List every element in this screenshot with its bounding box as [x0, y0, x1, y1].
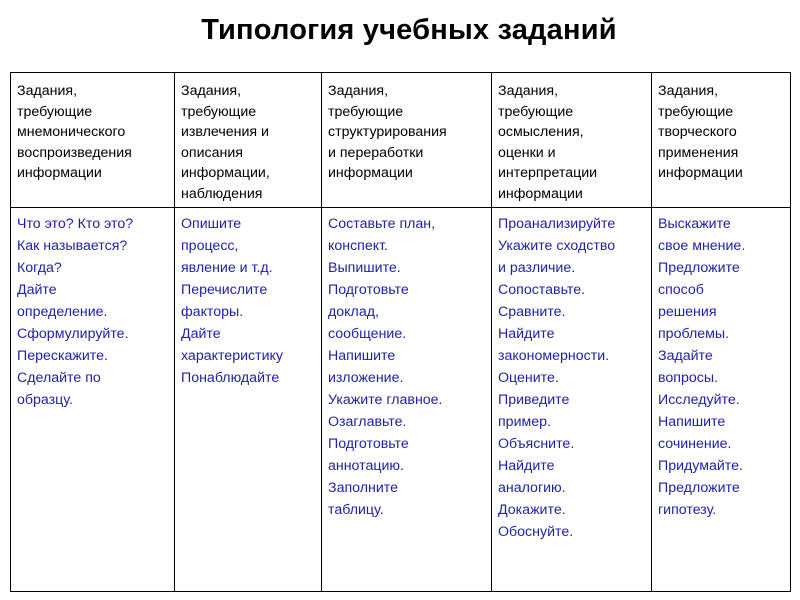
- column-tasks-comprehension: [492, 208, 652, 592]
- task-text-line: Сделайте по: [17, 370, 101, 386]
- header-text-line: творческого: [658, 124, 737, 140]
- task-text-line: Напишите: [328, 348, 396, 364]
- task-text-line: Проанализируйте: [498, 216, 616, 232]
- task-text-line: Выпишите.: [328, 260, 401, 276]
- header-text-line: требующие: [498, 103, 574, 120]
- task-text-line: Найдите: [498, 458, 555, 474]
- header-text-line: Задания,: [498, 83, 559, 99]
- column-tasks-creative: [652, 208, 791, 592]
- task-text-line: определение.: [17, 304, 108, 320]
- task-text-line: Заполните: [328, 480, 398, 496]
- header-text-line: информации: [17, 165, 102, 181]
- header-text-line: структурирования: [328, 124, 447, 140]
- column-header-mnemonic: [11, 73, 175, 208]
- header-text-line: воспроизведения: [17, 144, 132, 161]
- task-text-line: образцу.: [17, 392, 73, 408]
- header-text-line: оценки и: [498, 144, 556, 161]
- task-text-line: проблемы.: [658, 326, 730, 342]
- task-text-line: конспект.: [328, 238, 388, 254]
- task-text-line: Напишите: [658, 414, 726, 430]
- task-text-line: Составьте план,: [328, 216, 436, 232]
- task-text-line: способ: [658, 282, 704, 298]
- header-text-line: извлечения и: [181, 124, 269, 140]
- task-text-line: Сравните.: [498, 304, 566, 320]
- typology-table: [10, 72, 791, 592]
- header-text-line: информации: [498, 185, 583, 202]
- header-text-line: информации: [658, 165, 743, 181]
- header-text-line: информации: [328, 165, 413, 181]
- task-text-line: аннотацию.: [328, 458, 405, 474]
- header-text-line: и переработки: [328, 144, 424, 161]
- header-text-line: Задания,: [181, 83, 242, 99]
- task-text-line: Укажите сходство: [498, 238, 616, 254]
- task-text-line: пример.: [498, 414, 551, 430]
- table-body-row: [11, 208, 791, 592]
- task-text-line: Подготовьте: [328, 282, 409, 298]
- task-text-line: сочинение.: [658, 436, 732, 452]
- header-text-line: требующие: [328, 103, 404, 120]
- task-text-line: Предложите: [658, 260, 740, 276]
- task-text-line: Дайте: [181, 326, 221, 342]
- header-text-line: наблюдения: [181, 185, 263, 202]
- column-header-extraction: [175, 73, 322, 208]
- task-text-line: характеристику: [181, 348, 283, 364]
- task-text-line: Перечислите: [181, 282, 268, 298]
- header-text-line: применения: [658, 144, 739, 161]
- header-text-line: описания: [181, 144, 243, 161]
- task-text-line: вопросы.: [658, 370, 718, 386]
- task-text-line: свое мнение.: [658, 238, 746, 254]
- header-text-line: Задания,: [328, 83, 389, 99]
- task-text-line: Найдите: [498, 326, 555, 342]
- task-text-line: изложение.: [328, 370, 404, 386]
- task-text-line: явление и т.д.: [181, 260, 273, 276]
- task-text-line: Исследуйте.: [658, 392, 740, 408]
- column-tasks-mnemonic: [11, 208, 175, 592]
- column-header-creative: [652, 73, 791, 208]
- task-text-line: доклад,: [328, 304, 379, 320]
- task-text-line: Дайте: [17, 282, 57, 298]
- column-header-comprehension: [492, 73, 652, 208]
- task-text-line: Предложите: [658, 480, 740, 496]
- task-text-line: Сформулируйте.: [17, 326, 129, 342]
- header-text-line: Задания,: [658, 83, 719, 99]
- task-text-line: Выскажите: [658, 216, 731, 232]
- header-text-line: требующие: [658, 103, 734, 120]
- task-text-line: закономерности.: [498, 348, 610, 364]
- task-text-line: Сопоставьте.: [498, 282, 586, 298]
- task-text-line: Озаглавьте.: [328, 414, 407, 430]
- task-text-line: факторы.: [181, 304, 244, 320]
- header-text-line: требующие: [181, 103, 257, 120]
- task-text-line: Докажите.: [498, 502, 566, 518]
- task-text-line: Опишите: [181, 216, 242, 232]
- page-title: Типология учебных заданий: [201, 14, 617, 46]
- task-text-line: Как называется?: [17, 238, 128, 254]
- header-text-line: мнемонического: [17, 124, 126, 140]
- header-text-line: осмысления,: [498, 124, 584, 140]
- task-text-line: Придумайте.: [658, 458, 743, 474]
- task-text-line: сообщение.: [328, 326, 407, 342]
- header-text-line: интерпретации: [498, 165, 598, 181]
- task-text-line: Задайте: [658, 348, 713, 364]
- task-text-line: Когда?: [17, 260, 62, 276]
- task-text-line: процесс,: [181, 238, 239, 254]
- column-tasks-extraction: [175, 208, 322, 592]
- task-text-line: Приведите: [498, 392, 570, 408]
- header-text-line: Задания,: [17, 83, 78, 99]
- table-header-row: [11, 73, 791, 208]
- column-header-structuring: [322, 73, 492, 208]
- column-tasks-structuring: [322, 208, 492, 592]
- task-text-line: Обоснуйте.: [498, 524, 574, 540]
- task-text-line: аналогию.: [498, 480, 566, 496]
- task-text-line: Перескажите.: [17, 348, 108, 364]
- task-text-line: Оцените.: [498, 370, 559, 386]
- task-text-line: гипотезу.: [658, 502, 717, 518]
- header-text-line: информации,: [181, 165, 270, 181]
- task-text-line: и различие.: [498, 260, 576, 276]
- task-text-line: Что это? Кто это?: [17, 216, 134, 232]
- task-text-line: Укажите главное.: [328, 392, 443, 408]
- task-text-line: таблицу.: [328, 502, 384, 518]
- task-text-line: Подготовьте: [328, 436, 409, 452]
- task-text-line: Объясните.: [498, 436, 575, 452]
- header-text-line: требующие: [17, 103, 93, 120]
- task-text-line: решения: [658, 304, 717, 320]
- task-text-line: Понаблюдайте: [181, 370, 280, 386]
